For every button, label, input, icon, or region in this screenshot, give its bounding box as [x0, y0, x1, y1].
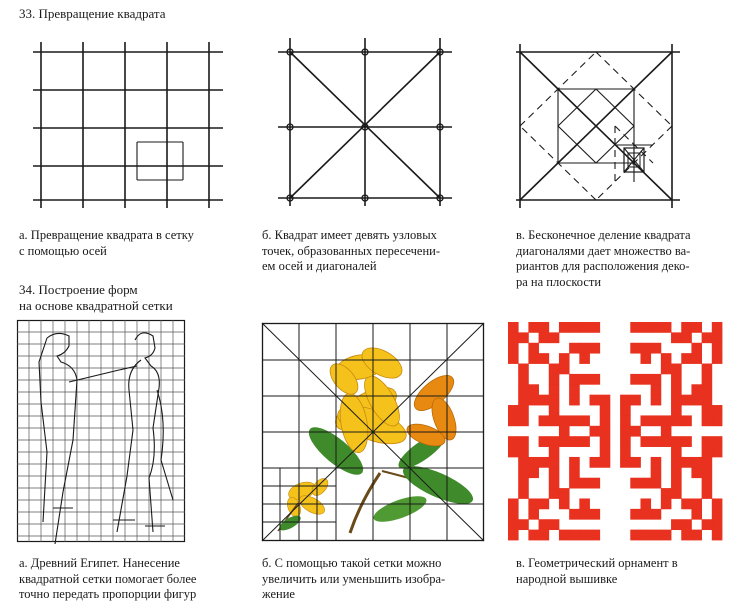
section-34-title-line2: на основе квадратной сетки: [19, 298, 173, 313]
caption-line: народной вышивке: [516, 571, 618, 586]
caption-line: ра на плоскости: [516, 274, 602, 289]
caption-line: ем осей и диагоналей: [262, 259, 377, 273]
caption-line: диагоналями дает множество ва-: [516, 243, 691, 258]
caption-line: квадратной сетки помогает более: [19, 571, 197, 586]
caption-34b: [262, 556, 477, 603]
figure-33b-nodes: [276, 38, 456, 208]
caption-line: жение: [262, 587, 295, 601]
caption-33b: [262, 228, 474, 275]
figure-34b-flower-grid: [262, 323, 484, 541]
caption-line: в. Бесконечное деление квадрата: [516, 228, 691, 242]
caption-line: а. Древний Египет. Нанесение: [19, 556, 180, 570]
caption-33c: [516, 228, 728, 290]
section-34-title-line1: 34. Построение форм: [19, 282, 138, 297]
caption-line: с помощью осей: [19, 243, 107, 258]
caption-line: а. Превращение квадрата в сетку: [19, 228, 194, 242]
section-33-title: 33. Превращение квадрата: [19, 6, 166, 21]
caption-34a: [19, 556, 235, 603]
figure-33a-grid: [33, 40, 233, 210]
caption-line: б. С помощью такой сетки можно: [262, 556, 442, 570]
caption-33a: [19, 228, 229, 259]
caption-line: точно передать пропорции фигур: [19, 587, 197, 601]
caption-line: риантов для расположения деко-: [516, 259, 690, 273]
figure-34a-egyptian-grid: [17, 320, 185, 542]
caption-line: б. Квадрат имеет девять узловых: [262, 228, 437, 242]
caption-line: увеличить или уменьшить изобра-: [262, 571, 446, 586]
caption-line: точек, образованных пересечени-: [262, 243, 441, 258]
figure-34c-ornament: [508, 322, 722, 540]
figure-33c-diagonals: [508, 40, 688, 210]
section-34-title: [19, 282, 173, 314]
caption-34c: [516, 556, 728, 587]
caption-line: в. Геометрический орнамент в: [516, 556, 678, 570]
